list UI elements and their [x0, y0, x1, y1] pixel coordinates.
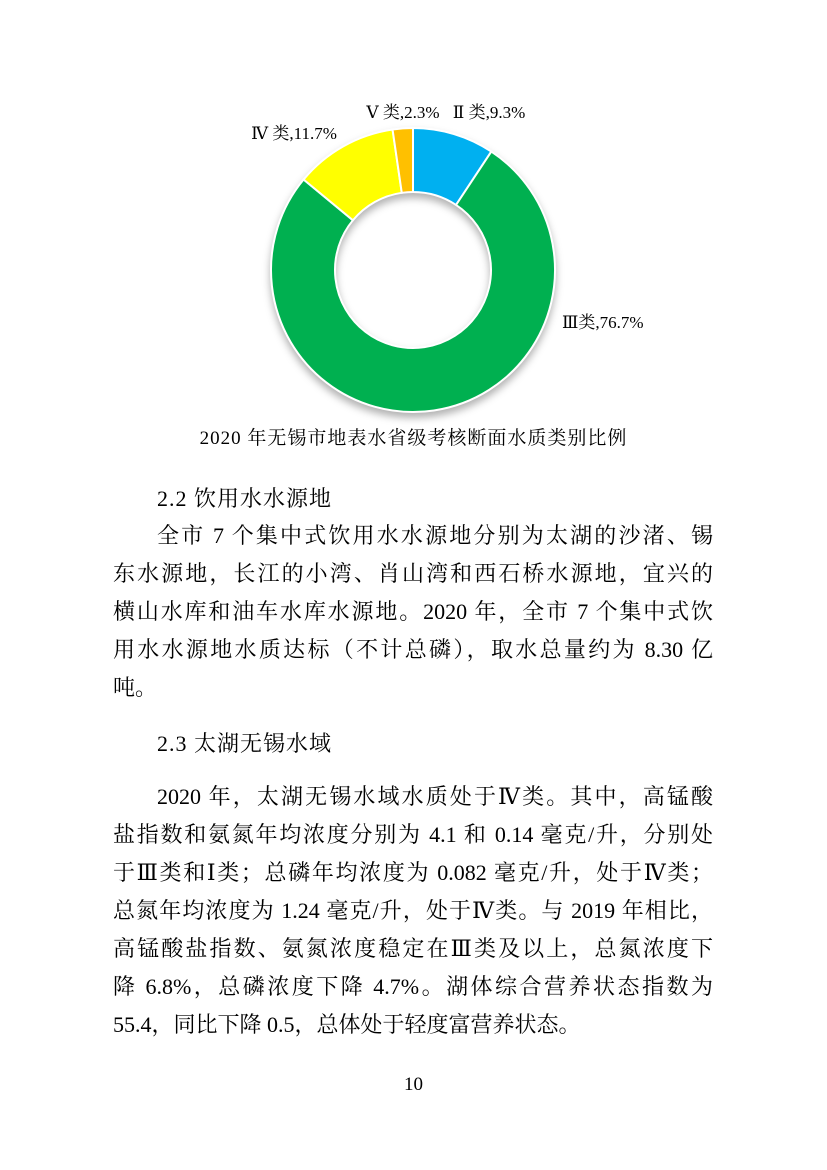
text-line: 高锰酸盐指数、氨氮浓度稳定在Ⅲ类及以上，总氮浓度下: [113, 936, 713, 961]
text-line: 降 6.8%，总磷浓度下降 4.7%。湖体综合营养状态指数为: [113, 974, 713, 999]
text-line: 于Ⅲ类和Ⅰ类；总磷年均浓度为 0.082 毫克/升，处于Ⅳ类；: [113, 860, 713, 885]
text-line: 东水源地，长江的小湾、肖山湾和西石桥水源地，宜兴的: [113, 561, 713, 586]
text-line: 2020 年，太湖无锡水域水质处于Ⅳ类。其中，高锰酸: [157, 784, 713, 809]
paragraph-taihu-wuxi-waters: [113, 778, 713, 1044]
text-line: 吨。: [113, 675, 158, 700]
water-quality-donut-chart: [263, 120, 563, 420]
figure-caption: 2020 年无锡市地表水省级考核断面水质类别比例: [199, 428, 628, 449]
text-line: 横山水库和油车水库水源地。2020 年，全市 7 个集中式饮: [113, 599, 713, 624]
donut-label-class-ii: Ⅱ 类,9.3%: [452, 103, 526, 122]
text-line: 用水水源地水质达标（不计总磷），取水总量约为 8.30 亿: [113, 637, 713, 662]
donut-label-class-iv: Ⅳ 类,11.7%: [251, 124, 337, 143]
donut-chart-svg: [263, 120, 563, 420]
paragraph-drinking-water-sources: [113, 517, 713, 707]
text-line: 盐指数和氨氮年均浓度分别为 4.1 和 0.14 毫克/升，分别处: [113, 822, 713, 847]
donut-label-class-iii: Ⅲ类,76.7%: [562, 313, 644, 332]
text-line: 全市 7 个集中式饮用水水源地分别为太湖的沙渚、锡: [157, 523, 713, 548]
donut-label-class-v: Ⅴ 类,2.3%: [366, 103, 440, 122]
page-number: 10: [404, 1074, 423, 1095]
text-line: 55.4，同比下降 0.5，总体处于轻度富营养状态。: [113, 1012, 581, 1037]
text-line: 总氮年均浓度为 1.24 毫克/升，处于Ⅳ类。与 2019 年相比，: [113, 898, 713, 923]
section-heading-2-3: 2.3 太湖无锡水域: [157, 731, 333, 756]
section-heading-2-2: 2.2 饮用水水源地: [157, 486, 333, 511]
